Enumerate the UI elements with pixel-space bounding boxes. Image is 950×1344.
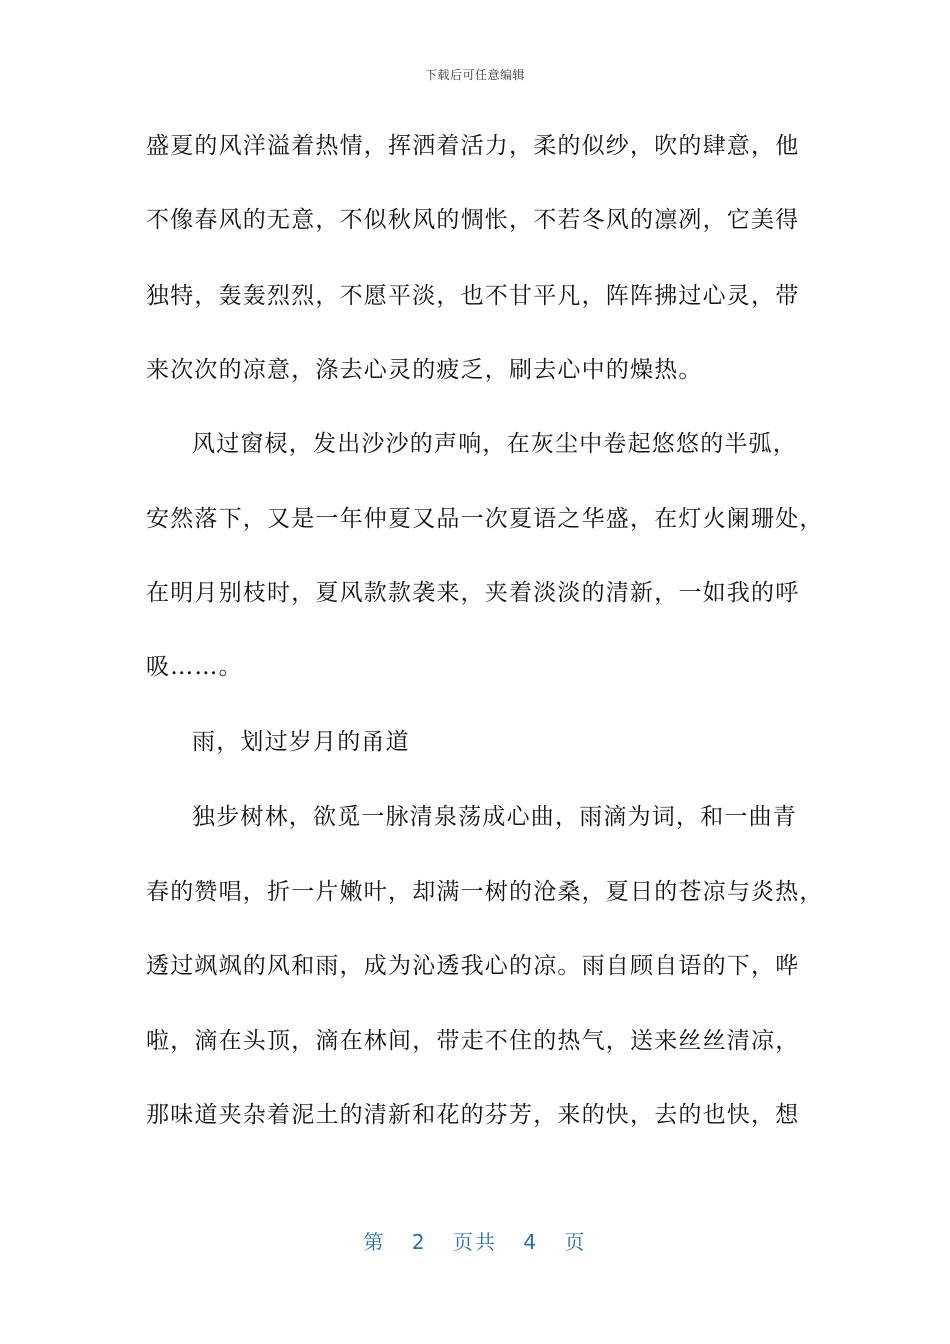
body-line-4: 来次次的凉意，涤去心灵的疲乏，刷去心中的燥热。 [146, 357, 703, 383]
body-line-3: 独特，轰轰烈烈，不愿平淡，也不甘平凡，阵阵拂过心灵，带 [146, 283, 800, 309]
body-line-1: 盛夏的风洋溢着热情，挥洒着活力，柔的似纱，吹的肆意，他 [146, 133, 800, 159]
section-heading: 雨，划过岁月的甬道 [192, 729, 410, 755]
footer-current-page: 2 [411, 1230, 427, 1254]
page-footer [0, 1226, 950, 1255]
body-line-14: 那味道夹杂着泥土的清新和花的芬芳，来的快，去的也快，想 [146, 1102, 800, 1128]
footer-suffix: 页 [564, 1230, 587, 1254]
body-line-12: 透过飒飒的风和雨，成为沁透我心的凉。雨自顾自语的下，哗 [146, 953, 800, 979]
footer-total-pages: 4 [523, 1230, 539, 1254]
body-line-5: 风过窗棂，发出沙沙的声响，在灰尘中卷起悠悠的半弧， [192, 431, 797, 457]
body-line-11: 春的赞唱，折一片嫩叶，却满一树的沧桑，夏日的苍凉与炎热， [146, 879, 824, 905]
body-line-8: 吸……。 [146, 654, 243, 680]
footer-middle: 页共 [453, 1230, 497, 1254]
body-line-13: 啦，滴在头顶，滴在林间，带走不住的热气，送来丝丝清凉， [146, 1028, 800, 1054]
footer-prefix: 第 [363, 1230, 386, 1254]
body-line-6: 安然落下，又是一年仲夏又品一次夏语之华盛，在灯火阑珊处， [146, 506, 824, 532]
body-line-10: 独步树林，欲觅一脉清泉荡成心曲，雨滴为词，和一曲青 [192, 804, 797, 830]
header-note: 下载后可任意编辑 [424, 68, 525, 82]
body-line-7: 在明月别枝时，夏风款款袭来，夹着淡淡的清新，一如我的呼 [146, 580, 800, 606]
body-line-2: 不像春风的无意，不似秋风的惆怅，不若冬风的凛冽，它美得 [146, 207, 800, 233]
